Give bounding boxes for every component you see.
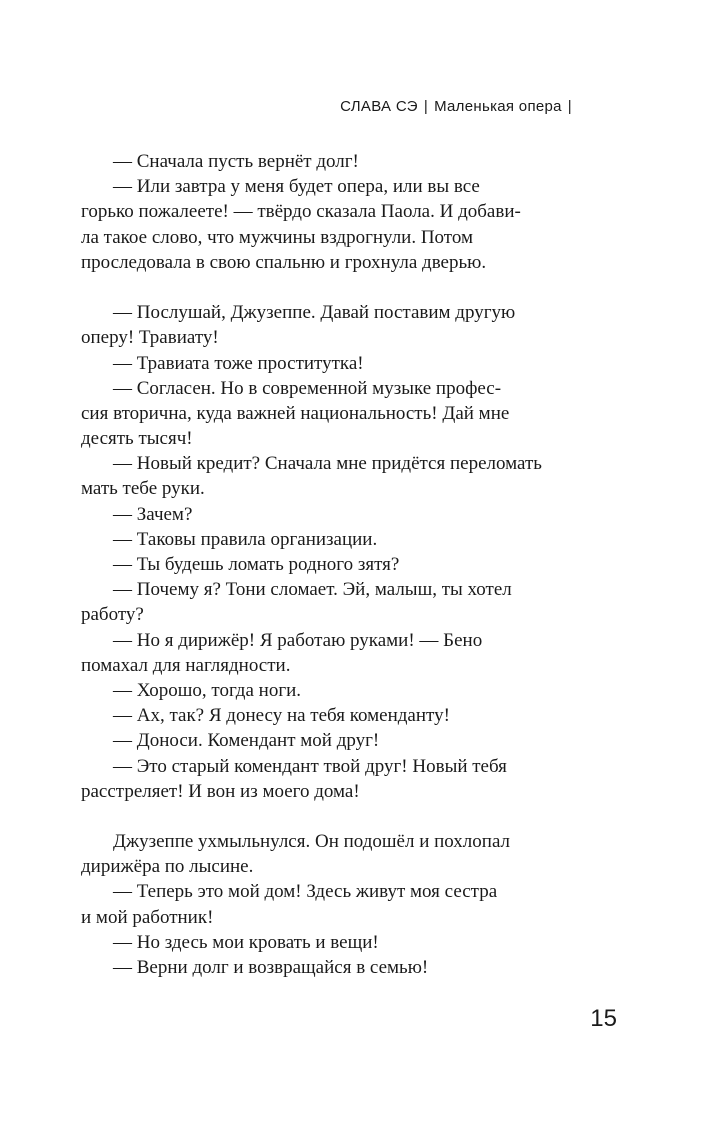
text-line: мать тебе руки. xyxy=(81,478,205,500)
header-author: СЛАВА СЭ xyxy=(340,98,418,115)
text-line: — Хорошо, тогда ноги. xyxy=(113,679,302,701)
text-line: оперу! Травиату! xyxy=(81,327,219,349)
page-number: 15 xyxy=(590,1005,617,1032)
header-trailing-separator: | xyxy=(567,98,572,115)
text-line: — Таковы правила организации. xyxy=(113,528,378,550)
text-line: дирижёра по лысине. xyxy=(81,856,254,878)
text-line: — Это старый комендант твой друг! Новый тебя xyxy=(113,755,507,777)
text-line: — Сначала пусть вернёт долг! xyxy=(113,151,359,172)
text-line: — Но здесь мои кровать и вещи! xyxy=(113,931,379,953)
text-line: — Травиата тоже проститутка! xyxy=(113,352,364,374)
text-line: — Ты будешь ломать родного зятя? xyxy=(113,554,400,575)
text-line: — Послушай, Джузеппе. Давай поставим другую xyxy=(113,302,516,324)
text-line: десять тысяч! xyxy=(81,428,193,450)
text-line: проследовала в свою спальню и грохнула дверью. xyxy=(81,251,487,273)
text-line: — Новый кредит? Сначала мне придётся переломать xyxy=(113,453,542,475)
text-line: — Зачем? xyxy=(113,503,193,525)
text-line: — Почему я? Тони сломает. Эй, малыш, ты хотел xyxy=(113,579,512,601)
page-text xyxy=(81,149,571,980)
text-line: сия вторична, куда важней национальность! Дай мне xyxy=(81,402,510,424)
running-header xyxy=(340,98,578,115)
text-line: Джузеппе ухмыльнулся. Он подошёл и похлопал xyxy=(113,831,511,853)
text-line: — Или завтра у меня будет опера, или вы все xyxy=(113,176,480,198)
header-book-title: Маленькая опера xyxy=(434,98,562,115)
text-line: — Доноси. Комендант мой друг! xyxy=(113,730,380,752)
paragraph-gap xyxy=(81,804,571,829)
text-line: — Верни долг и возвращайся в семью! xyxy=(113,957,429,978)
text-line: горько пожалеете! — твёрдо сказала Паола. И добави- xyxy=(81,201,521,223)
text-line: — Согласен. Но в современной музыке профес- xyxy=(113,377,502,399)
text-line: ла такое слово, что мужчины вздрогнули. Потом xyxy=(81,226,474,248)
text-line: помахал для наглядности. xyxy=(81,654,291,676)
text-line: работу? xyxy=(81,604,144,626)
text-line: расстреляет! И вон из моего дома! xyxy=(81,780,360,802)
paragraph-gap xyxy=(81,275,571,300)
text-line: — Теперь это мой дом! Здесь живут моя сестра xyxy=(113,881,498,903)
text-line: — Ах, так? Я донесу на тебя коменданту! xyxy=(113,705,450,727)
header-separator: | xyxy=(423,98,429,115)
text-line: — Но я дирижёр! Я работаю руками! — Бено xyxy=(113,629,483,651)
text-line: и мой работник! xyxy=(81,906,214,928)
